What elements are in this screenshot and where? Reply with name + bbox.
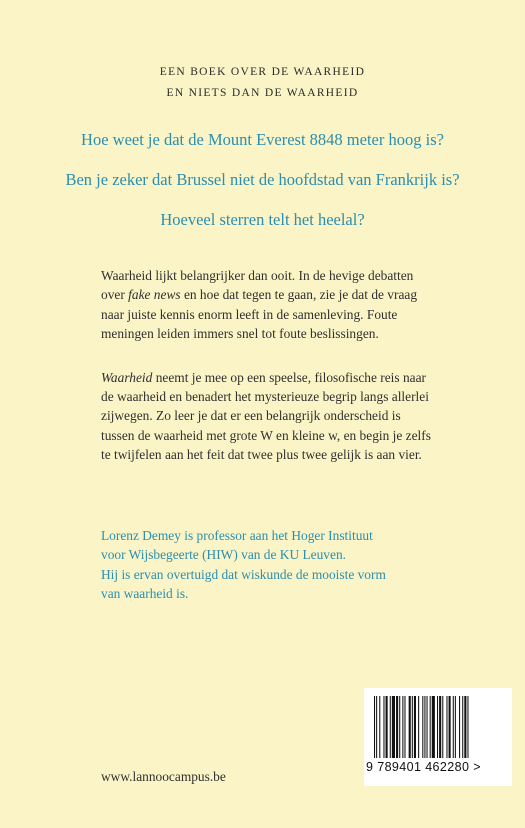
barcode-bar <box>402 696 403 758</box>
barcode-bar <box>409 696 411 758</box>
barcode-bar <box>422 696 423 758</box>
question-2: Ben je zeker dat Brussel niet de hoofdstad van Frankrijk is? <box>65 170 460 189</box>
barcode-bar <box>442 696 443 758</box>
barcode-bar <box>374 696 375 758</box>
isbn-number: 9 789401 462280 > <box>366 760 481 774</box>
barcode-bars <box>372 696 504 758</box>
barcode-bar <box>399 696 400 758</box>
book-title-emphasis: Waarheid <box>101 369 153 385</box>
blurb-text: en hoe dat tegen te gaan, zie je dat de vraag naar juiste kennis enorm leeft in de samenleving. Foute meningen leiden immers snel tot foute beslissingen. <box>101 287 418 342</box>
blurb-text: neemt je mee op een speelse, filosofische reis naar de waarheid en benadert het mysterieuze begrip langs allerlei zijwegen. Zo leer je dat er een belangrijk onderscheid is tussen de waarheid met grote W en kleine w, en begin je zelfs te twijfelen aan het feit dat twee plus twee gelijk is aan vier. <box>101 369 431 463</box>
author-bio-line: van waarheid is. <box>101 586 189 602</box>
barcode-bar <box>462 696 463 758</box>
isbn-barcode <box>364 688 512 786</box>
barcode-bar <box>430 696 431 758</box>
barcode-bar <box>464 696 466 758</box>
barcode-bar <box>455 696 456 758</box>
subtitle-line-2: EN NIETS DAN DE WAARHEID <box>166 87 359 99</box>
barcode-bar <box>424 696 425 758</box>
barcode-bar <box>396 696 398 758</box>
blurb-paragraph-1 <box>101 266 434 344</box>
barcode-bar <box>449 696 451 758</box>
barcode-bar <box>376 696 377 758</box>
author-bio-line: voor Wijsbegeerte (HIW) van de KU Leuven. <box>101 547 346 563</box>
subtitle-line-1: EEN BOEK OVER DE WAARHEID <box>159 66 366 78</box>
author-bio-line: Lorenz Demey is professor aan het Hoger Instituut <box>101 528 373 543</box>
barcode-bar <box>439 696 441 758</box>
barcode-bar <box>432 696 435 758</box>
barcode-bar <box>412 696 413 758</box>
barcode-bar <box>437 696 438 758</box>
barcode-bar <box>404 696 405 758</box>
barcode-bar <box>414 696 416 758</box>
barcode-bar <box>459 696 460 758</box>
blurb-text: Waarheid lijkt belangrijker dan ooit. In de hevige debatten over <box>101 268 414 303</box>
barcode-bar <box>418 696 419 758</box>
barcode-bar <box>379 696 380 758</box>
question-3: Hoeveel sterren telt het heelal? <box>160 210 365 229</box>
barcode-bar <box>446 696 447 758</box>
barcode-bar <box>390 696 391 758</box>
barcode-bar <box>467 696 468 758</box>
publisher-url: www.lannoocampus.be <box>101 769 226 784</box>
author-bio-line: Hij is ervan overtuigd dat wiskunde de mooiste vorm <box>101 566 386 582</box>
barcode-bar <box>453 696 454 758</box>
blurb <box>101 266 434 489</box>
blurb-emphasis: fake news <box>128 287 181 303</box>
question-list <box>0 128 525 248</box>
subtitle <box>0 62 525 104</box>
barcode-bar <box>386 696 388 758</box>
barcode-bar <box>383 696 384 758</box>
barcode-bar <box>392 696 395 758</box>
question-1: Hoe weet je dat de Mount Everest 8848 meter hoog is? <box>81 130 444 149</box>
author-bio <box>101 526 431 604</box>
blurb-paragraph-2 <box>101 368 434 465</box>
barcode-bar <box>427 696 428 758</box>
